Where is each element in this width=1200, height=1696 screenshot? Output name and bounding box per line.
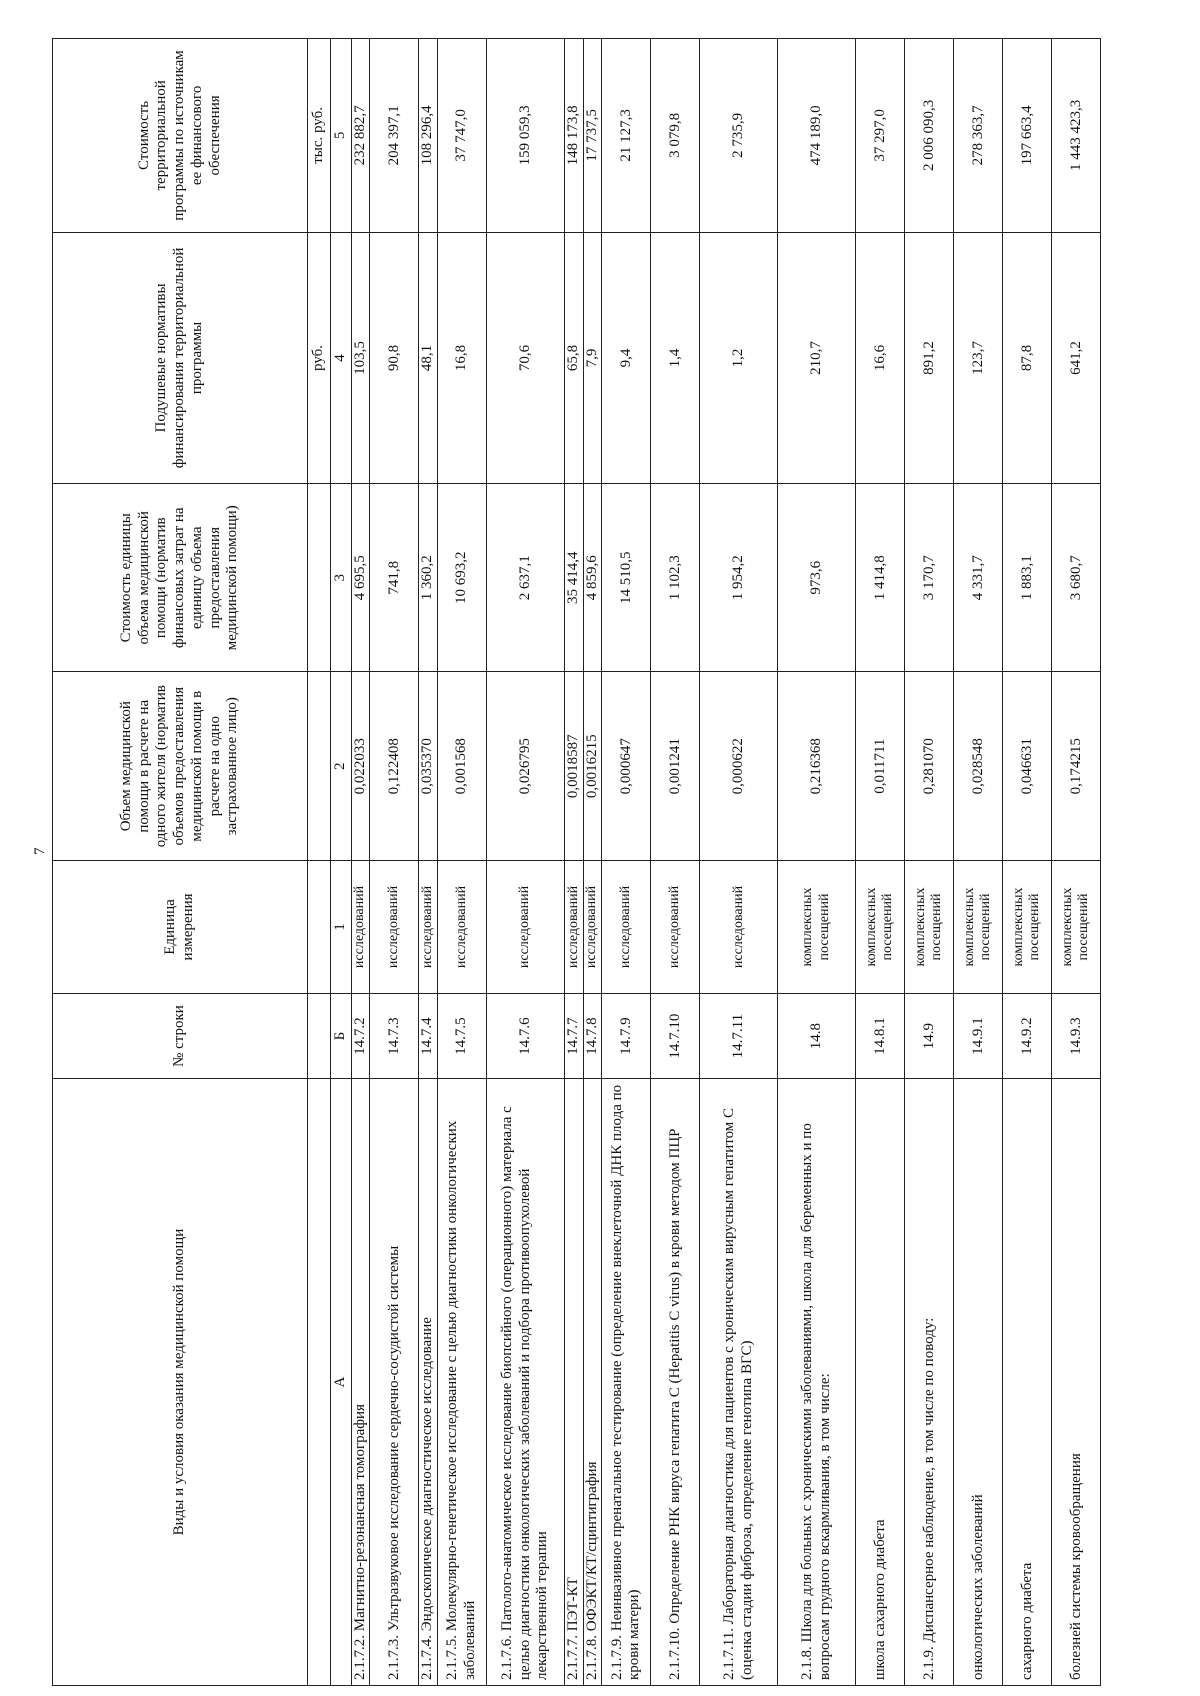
table-row	[651, 39, 700, 1686]
row-unit-cost: 10 693,2	[438, 484, 487, 672]
row-unit: комплексных посещений	[905, 860, 954, 993]
document-page	[12, 10, 1190, 1690]
row-unit-cost: 14 510,5	[602, 484, 651, 672]
row-name: 2.1.8. Школа для больных с хроническими заболеваниями, школа для беременных и по вопросам грудного вскармливания, в том числе:	[778, 1079, 856, 1686]
row-name: 2.1.7.3. Ультразвуковое исследование сердечно-сосудистой системы	[370, 1079, 419, 1686]
row-unit-cost: 4 695,5	[351, 484, 370, 672]
row-total-cost: 108 296,4	[419, 39, 438, 233]
table-row	[438, 39, 487, 1686]
row-per-capita: 123,7	[954, 232, 1003, 483]
row-unit: комплексных посещений	[1003, 860, 1052, 993]
table-row	[856, 39, 905, 1686]
row-number: 14.7.10	[651, 994, 700, 1079]
row-unit-cost: 1 102,3	[651, 484, 700, 672]
row-number: 14.7.4	[419, 994, 438, 1079]
row-name: 2.1.7.2. Магнитно-резонансная томография	[351, 1079, 370, 1686]
row-volume: 0,0016215	[583, 672, 602, 860]
row-name: 2.1.7.5. Молекулярно-генетическое исследование с целью диагностики онкологических заболеваний	[438, 1079, 487, 1686]
table-row	[1052, 39, 1101, 1686]
row-number: 14.7.7	[565, 994, 584, 1079]
table-header	[53, 39, 352, 1686]
row-unit: исследований	[583, 860, 602, 993]
row-volume: 0,035370	[419, 672, 438, 860]
row-unit-cost: 1 954,2	[700, 484, 778, 672]
row-unit-cost: 4 331,7	[954, 484, 1003, 672]
header-total-cost: Стоимость территориальной программы по источникам ее финансового обеспечения	[53, 39, 308, 233]
table-row	[419, 39, 438, 1686]
row-volume: 0,174215	[1052, 672, 1101, 860]
row-number: 14.7.6	[487, 994, 565, 1079]
row-volume: 0,026795	[487, 672, 565, 860]
row-per-capita: 16,8	[438, 232, 487, 483]
row-per-capita: 16,6	[856, 232, 905, 483]
row-total-cost: 2 735,9	[700, 39, 778, 233]
column-number: Б	[330, 994, 351, 1079]
row-per-capita: 87,8	[1003, 232, 1052, 483]
row-total-cost: 278 363,7	[954, 39, 1003, 233]
row-name: 2.1.9. Диспансерное наблюдение, в том числе по поводу:	[905, 1079, 954, 1686]
row-name: 2.1.7.11. Лабораторная диагностика для пациентов с хроническим вирусным гепатитом С (оценка стадии фиброза, определение генотипа ВГС)	[700, 1079, 778, 1686]
row-name: болезней системы кровообращения	[1052, 1079, 1101, 1686]
row-per-capita: 641,2	[1052, 232, 1101, 483]
table-row	[905, 39, 954, 1686]
row-name: 2.1.7.7. ПЭТ-КТ	[565, 1079, 584, 1686]
row-unit: исследований	[602, 860, 651, 993]
row-volume: 0,122408	[370, 672, 419, 860]
header-unit-cost: Стоимость единицы объема медицинской помощи (норматив финансовых затрат на единицу объема предоставления медицинской помощи)	[53, 484, 308, 672]
row-number: 14.9.3	[1052, 994, 1101, 1079]
row-total-cost: 232 882,7	[351, 39, 370, 233]
row-number: 14.7.8	[583, 994, 602, 1079]
row-total-cost: 37 297,0	[856, 39, 905, 233]
row-unit: исследований	[565, 860, 584, 993]
financing-table	[52, 38, 1101, 1686]
row-volume: 0,001568	[438, 672, 487, 860]
row-number: 14.7.2	[351, 994, 370, 1079]
row-per-capita: 1,4	[651, 232, 700, 483]
row-number: 14.9.1	[954, 994, 1003, 1079]
row-unit-cost: 741,8	[370, 484, 419, 672]
header-blank	[308, 994, 331, 1079]
row-volume: 0,011711	[856, 672, 905, 860]
column-number: А	[330, 1079, 351, 1686]
header-blank	[308, 1079, 331, 1686]
row-unit: комплексных посещений	[778, 860, 856, 993]
row-unit: исследований	[351, 860, 370, 993]
row-unit: комплексных посещений	[954, 860, 1003, 993]
row-unit-cost: 1 360,2	[419, 484, 438, 672]
row-name: сахарного диабета	[1003, 1079, 1052, 1686]
table-body	[351, 39, 1101, 1686]
column-number: 1	[330, 860, 351, 993]
column-number: 4	[330, 232, 351, 483]
row-total-cost: 37 747,0	[438, 39, 487, 233]
row-volume: 0,216368	[778, 672, 856, 860]
row-total-cost: 474 189,0	[778, 39, 856, 233]
row-per-capita: 210,7	[778, 232, 856, 483]
row-name: 2.1.7.9. Неинвазивное пренатальное тестирование (определение внеклеточной ДНК плода по крови матери)	[602, 1079, 651, 1686]
header-blank	[308, 672, 331, 860]
row-per-capita: 90,8	[370, 232, 419, 483]
row-total-cost: 1 443 423,3	[1052, 39, 1101, 233]
table-row	[583, 39, 602, 1686]
row-volume: 0,000647	[602, 672, 651, 860]
header-volume: Объем медицинской помощи в расчете на одного жителя (норматив объемов предоставления медицинской помощи в расчете на одно застрахованное лицо)	[53, 672, 308, 860]
row-name: 2.1.7.8. ОФЭКТ/КТ/сцинтиграфия	[583, 1079, 602, 1686]
row-number: 14.9.2	[1003, 994, 1052, 1079]
table-row	[778, 39, 856, 1686]
row-unit-cost: 3 680,7	[1052, 484, 1101, 672]
row-number: 14.7.9	[602, 994, 651, 1079]
table-row	[954, 39, 1003, 1686]
row-volume: 0,281070	[905, 672, 954, 860]
row-number: 14.7.5	[438, 994, 487, 1079]
row-unit-cost: 2 637,1	[487, 484, 565, 672]
header-per-capita-unit: руб.	[308, 232, 331, 483]
row-total-cost: 3 079,8	[651, 39, 700, 233]
row-name: 2.1.7.6. Патолого-анатомическое исследование биопсийного (операционного) материала с целью диагностики онкологических заболеваний и подбора противоопухолевой лекарственной терапии	[487, 1079, 565, 1686]
row-name: 2.1.7.10. Определение РНК вируса гепатита С (Hepatitis С virus) в крови методом ПЦР	[651, 1079, 700, 1686]
row-name: 2.1.7.4. Эндоскопическое диагностическое исследование	[419, 1079, 438, 1686]
row-unit: исследований	[651, 860, 700, 993]
row-unit: комплексных посещений	[1052, 860, 1101, 993]
row-number: 14.9	[905, 994, 954, 1079]
table-row	[565, 39, 584, 1686]
row-per-capita: 65,8	[565, 232, 584, 483]
row-name: онкологических заболеваний	[954, 1079, 1003, 1686]
row-unit: исследований	[487, 860, 565, 993]
header-row-no: № строки	[53, 994, 308, 1079]
row-volume: 0,022033	[351, 672, 370, 860]
row-volume: 0,000622	[700, 672, 778, 860]
row-name: школа сахарного диабета	[856, 1079, 905, 1686]
row-unit-cost: 4 859,6	[583, 484, 602, 672]
column-number: 2	[330, 672, 351, 860]
row-unit-cost: 3 170,7	[905, 484, 954, 672]
row-total-cost: 2 006 090,3	[905, 39, 954, 233]
table-row	[602, 39, 651, 1686]
row-total-cost: 204 397,1	[370, 39, 419, 233]
header-per-capita: Подушевые нормативы финансирования территориальной программы	[53, 232, 308, 483]
header-blank	[308, 860, 331, 993]
row-per-capita: 1,2	[700, 232, 778, 483]
header-name: Виды и условия оказания медицинской помощи	[53, 1079, 308, 1686]
row-total-cost: 21 127,3	[602, 39, 651, 233]
row-total-cost: 159 059,3	[487, 39, 565, 233]
page-number: 7	[32, 847, 48, 855]
row-unit: исследований	[700, 860, 778, 993]
row-number: 14.7.11	[700, 994, 778, 1079]
header-blank	[308, 484, 331, 672]
row-per-capita: 7,9	[583, 232, 602, 483]
row-total-cost: 148 173,8	[565, 39, 584, 233]
row-per-capita: 103,5	[351, 232, 370, 483]
row-unit: исследований	[419, 860, 438, 993]
row-number: 14.8.1	[856, 994, 905, 1079]
table-row	[1003, 39, 1052, 1686]
column-number: 3	[330, 484, 351, 672]
header-total-cost-unit: тыс. руб.	[308, 39, 331, 233]
header-unit: Единица измерения	[53, 860, 308, 993]
column-number: 5	[330, 39, 351, 233]
table-row	[370, 39, 419, 1686]
row-per-capita: 891,2	[905, 232, 954, 483]
row-per-capita: 9,4	[602, 232, 651, 483]
row-per-capita: 48,1	[419, 232, 438, 483]
row-unit-cost: 35 414,4	[565, 484, 584, 672]
row-unit: исследований	[370, 860, 419, 993]
row-unit-cost: 1 883,1	[1003, 484, 1052, 672]
row-total-cost: 17 737,5	[583, 39, 602, 233]
row-unit: исследований	[438, 860, 487, 993]
row-per-capita: 70,6	[487, 232, 565, 483]
row-unit-cost: 973,6	[778, 484, 856, 672]
row-number: 14.7.3	[370, 994, 419, 1079]
table-row	[351, 39, 370, 1686]
table-row	[487, 39, 565, 1686]
row-volume: 0,0018587	[565, 672, 584, 860]
row-number: 14.8	[778, 994, 856, 1079]
row-volume: 0,001241	[651, 672, 700, 860]
row-unit: комплексных посещений	[856, 860, 905, 993]
row-unit-cost: 1 414,8	[856, 484, 905, 672]
row-volume: 0,028548	[954, 672, 1003, 860]
row-volume: 0,046631	[1003, 672, 1052, 860]
row-total-cost: 197 663,4	[1003, 39, 1052, 233]
table-row	[700, 39, 778, 1686]
